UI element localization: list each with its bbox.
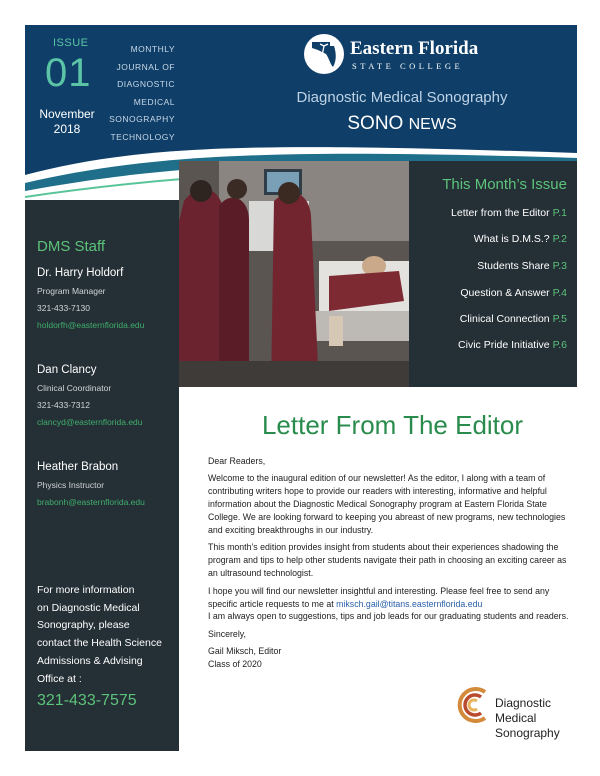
editor-email-link[interactable]: miksch.gail@titans.easternflorida.edu <box>336 598 483 609</box>
toc-page: P.6 <box>552 339 567 351</box>
toc-label: Civic Pride Initiative <box>458 339 550 351</box>
staff-phone: 321-433-7312 <box>37 400 90 410</box>
staff-email-link[interactable]: clancyd@easternflorida.edu <box>37 417 143 427</box>
staff-phone: 321-433-7130 <box>37 303 90 313</box>
issue-month: November <box>39 107 95 121</box>
letter-paragraph: Welcome to the inaugural edition of our newsletter! As the editor, I along with a team of contributing writers hope to provide our readers with interesting, informative and helpful information about the Diagnostic Medical Sonography program at Eastern Florida State College. We are looking forward to keeping you abreast of new programs, new technologies and exciting breakthroughs in our industry. <box>208 473 566 536</box>
staff-role: Physics Instructor <box>37 480 105 490</box>
sound-wave-logo-icon <box>455 686 493 724</box>
toc-label: Question & Answer <box>460 287 550 299</box>
toc-page: P.3 <box>552 260 567 272</box>
issue-year: 2018 <box>53 122 81 136</box>
toc-item[interactable] <box>458 339 567 351</box>
news-word: NEWS <box>408 116 457 133</box>
florida-seal-icon <box>302 32 346 76</box>
staff-role: Clinical Coordinator <box>37 383 112 393</box>
contact-line: Sonography, please <box>37 619 130 632</box>
journal-line: SONOGRAPHY <box>109 114 175 124</box>
letter-greeting: Dear Readers, <box>208 456 266 466</box>
staff-name: Dr. Harry Holdorf <box>37 267 124 279</box>
dms-logo-line: Sonography <box>495 726 560 740</box>
toc-heading: This Month’s Issue <box>442 176 567 193</box>
dms-logo-text <box>495 696 560 741</box>
newsletter-title <box>265 113 539 135</box>
staff-sidebar <box>25 200 179 751</box>
contact-line: on Diagnostic Medical <box>37 601 140 614</box>
journal-line: MEDICAL <box>133 96 175 107</box>
contact-phone[interactable]: 321-433-7575 <box>37 692 137 709</box>
issue-date <box>35 107 99 137</box>
staff-member <box>37 461 177 507</box>
toc-label: Letter from the Editor <box>451 207 550 219</box>
journal-line: TECHNOLOGY <box>110 131 175 142</box>
letter-title: Letter From The Editor <box>261 410 524 440</box>
dms-logo-line: Diagnostic <box>495 696 552 710</box>
toc-item[interactable] <box>460 313 567 325</box>
toc-item[interactable] <box>451 207 567 219</box>
letter-text: I am always open to suggestions, tips and job leads for our graduating students and readers. <box>208 611 569 622</box>
issue-label: ISSUE <box>53 37 89 49</box>
letter-text: I hope you will find our newsletter insightful and interesting. Please feel free to send any specific article requests to me at <box>208 585 550 609</box>
letter-signer-class: Class of 2020 <box>208 659 262 670</box>
toc-label: What is D.M.S.? <box>473 233 550 245</box>
staff-name: Heather Brabon <box>37 461 119 473</box>
journal-line: DIAGNOSTIC <box>117 79 175 89</box>
dms-logo <box>455 684 575 750</box>
staff-member <box>37 267 177 330</box>
staff-role: Program Manager <box>37 286 106 296</box>
college-logo <box>302 32 502 76</box>
toc-page: P.5 <box>552 313 567 325</box>
college-name: Eastern Florida <box>350 38 479 59</box>
toc-label: Students Share <box>477 260 550 272</box>
letter-signer: Gail Miksch, Editor <box>208 646 282 657</box>
contact-line: Office at : <box>37 672 82 685</box>
toc-page: P.4 <box>552 287 567 299</box>
toc-item[interactable] <box>460 287 567 299</box>
toc-page: P.2 <box>552 233 567 245</box>
table-of-contents <box>409 161 577 387</box>
toc-item[interactable] <box>477 260 567 272</box>
letter-paragraph: This month’s edition provides insight from students about their experiences shadowing the program and tips to help other students navigate their path in choosing an exciting career as an ultrasound technologist. <box>208 542 567 579</box>
journal-subtitle <box>109 41 175 146</box>
contact-line: Admissions & Advising <box>37 654 143 667</box>
journal-line: JOURNAL OF <box>116 61 175 72</box>
lab-scene-image <box>179 161 409 387</box>
contact-line: For more information <box>37 584 135 596</box>
letter-closing: Sincerely, <box>208 628 246 639</box>
staff-email-link[interactable]: brabonh@easternflorida.edu <box>37 497 145 507</box>
letter-body <box>208 455 573 671</box>
issue-number: 01 <box>45 51 92 95</box>
toc-item[interactable] <box>474 233 567 245</box>
ultrasound-lab-photo <box>179 161 409 387</box>
staff-member <box>37 364 177 427</box>
college-subname: STATE COLLEGE <box>352 61 464 71</box>
program-title: Diagnostic Medical Sonography <box>296 89 508 106</box>
journal-line: MONTHLY <box>130 44 175 54</box>
toc-page: P.1 <box>552 207 567 219</box>
contact-line: contact the Health Science <box>37 637 162 650</box>
toc-label: Clinical Connection <box>459 313 550 325</box>
letter-paragraph <box>208 585 573 624</box>
staff-email-link[interactable]: holdorfh@easternflorida.edu <box>37 320 145 330</box>
contact-info <box>37 582 177 688</box>
dms-logo-line: Medical <box>495 711 537 725</box>
staff-name: Dan Clancy <box>37 364 97 376</box>
staff-heading: DMS Staff <box>37 238 106 255</box>
sono-word: SONO <box>347 113 404 134</box>
